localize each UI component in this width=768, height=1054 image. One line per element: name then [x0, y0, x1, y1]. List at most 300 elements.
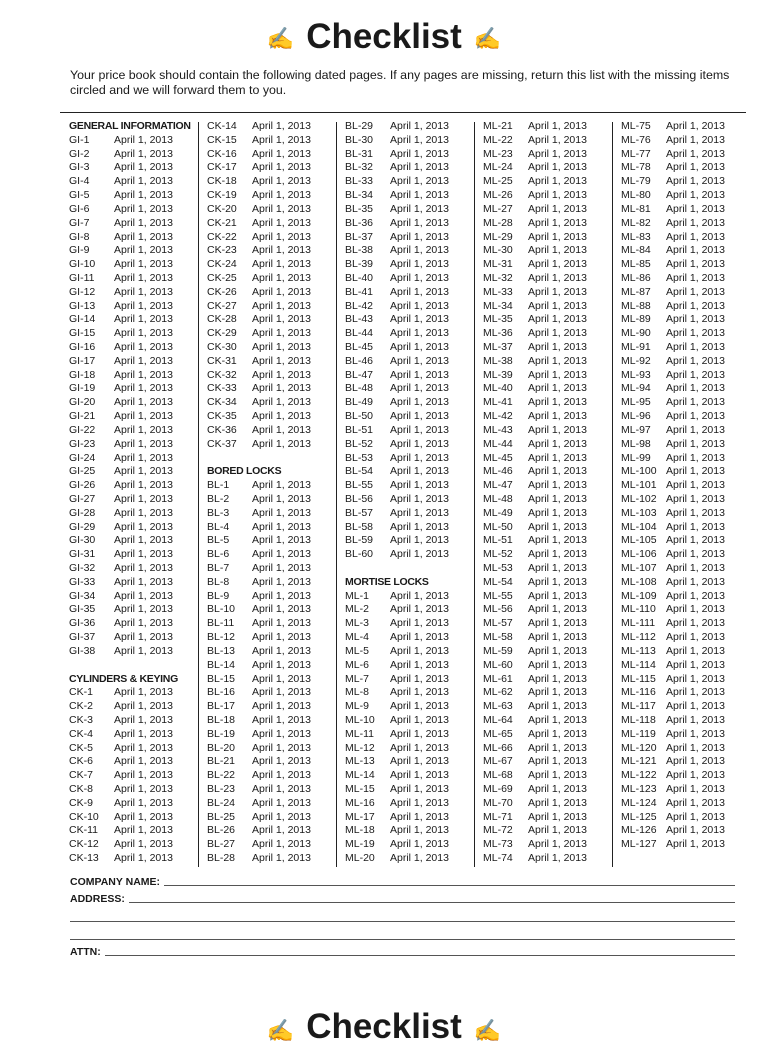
page-code: GI-17	[69, 354, 96, 367]
page-date: April 1, 2013	[390, 603, 449, 616]
checklist-item	[345, 714, 449, 728]
page-date: April 1, 2013	[390, 189, 449, 202]
page-code: GI-5	[69, 189, 90, 202]
page-date: April 1, 2013	[252, 700, 311, 713]
page-code: BL-49	[345, 396, 374, 409]
page-date: April 1, 2013	[114, 423, 173, 436]
page-date: April 1, 2013	[528, 617, 587, 630]
page-code: GI-34	[69, 589, 96, 602]
page-code: BL-24	[207, 796, 236, 809]
checklist-item	[69, 645, 191, 659]
page-date: April 1, 2013	[666, 423, 725, 436]
page-date: April 1, 2013	[390, 796, 449, 809]
page-code: ML-24	[483, 161, 513, 174]
page-code: ML-119	[621, 727, 656, 740]
page-date: April 1, 2013	[252, 161, 311, 174]
checklist-item	[621, 217, 725, 231]
page-date: April 1, 2013	[390, 423, 449, 436]
checklist-item	[621, 258, 725, 272]
checklist-item	[207, 286, 311, 300]
page-code: ML-38	[483, 354, 513, 367]
page-date: April 1, 2013	[666, 727, 725, 740]
checklist-item	[483, 645, 587, 659]
checklist-item	[345, 438, 449, 452]
checklist-item	[621, 341, 725, 355]
checklist-item	[207, 686, 311, 700]
page-code: GI-11	[69, 271, 95, 284]
checklist-item	[345, 410, 449, 424]
checklist-item	[483, 852, 587, 866]
page-code: CK-13	[69, 852, 99, 865]
page-date: April 1, 2013	[528, 451, 587, 464]
page-code: ML-118	[621, 713, 656, 726]
page-code: ML-89	[621, 313, 651, 326]
page-date: April 1, 2013	[666, 189, 725, 202]
page-date: April 1, 2013	[528, 852, 587, 865]
checklist-item	[69, 410, 191, 424]
page-date: April 1, 2013	[528, 423, 587, 436]
page-date: April 1, 2013	[114, 465, 173, 478]
page-date: April 1, 2013	[528, 271, 587, 284]
page-date: April 1, 2013	[390, 285, 449, 298]
page-code: GI-26	[69, 479, 96, 492]
page-code: CK-21	[207, 216, 237, 229]
checklist-item	[483, 120, 587, 134]
page-date: April 1, 2013	[114, 700, 173, 713]
page-date: April 1, 2013	[666, 810, 725, 823]
page-code: GI-3	[69, 161, 90, 174]
checklist-item	[621, 327, 725, 341]
page-code: ML-21	[483, 120, 513, 132]
checklist-item	[345, 465, 449, 479]
checklist-item	[207, 797, 311, 811]
checklist-item	[69, 852, 191, 866]
page-date: April 1, 2013	[252, 285, 311, 298]
page-code: ML-123	[621, 783, 657, 795]
page-date: April 1, 2013	[666, 437, 725, 450]
page-date: April 1, 2013	[114, 617, 173, 630]
page-code: BL-33	[345, 175, 374, 188]
page-code: GI-27	[69, 492, 96, 505]
page-date: April 1, 2013	[390, 741, 449, 754]
page-date: April 1, 2013	[390, 161, 449, 174]
page-date: April 1, 2013	[528, 313, 587, 326]
page-date: April 1, 2013	[252, 796, 311, 809]
checklist-item	[621, 631, 725, 645]
checklist-item	[207, 396, 311, 410]
page-date: April 1, 2013	[114, 396, 173, 409]
section-spacer	[69, 659, 191, 673]
checklist-item	[621, 783, 725, 797]
page-date: April 1, 2013	[114, 631, 173, 644]
checklist-item	[345, 382, 449, 396]
page-date: April 1, 2013	[252, 327, 311, 340]
page-code: ML-18	[345, 824, 375, 837]
page-date: April 1, 2013	[114, 796, 173, 809]
checklist-item	[483, 755, 587, 769]
page-code: BL-17	[207, 700, 236, 713]
page-date: April 1, 2013	[666, 589, 725, 602]
page-date: April 1, 2013	[390, 175, 449, 188]
page-date: April 1, 2013	[390, 133, 449, 146]
attn-label: ATTN:	[70, 946, 101, 958]
page-code: ML-23	[483, 147, 513, 160]
page-date: April 1, 2013	[390, 713, 449, 726]
next-title-text: Checklist	[306, 1007, 462, 1046]
checklist-item	[345, 313, 449, 327]
page-code: ML-8	[345, 686, 369, 699]
checklist-item	[483, 465, 587, 479]
page-date: April 1, 2013	[114, 603, 173, 616]
checklist-item	[345, 673, 449, 687]
page-code: BL-29	[345, 120, 374, 132]
page-code: ML-84	[621, 244, 651, 257]
column-divider	[198, 122, 199, 867]
checklist-item	[69, 382, 191, 396]
page-code: BL-15	[207, 672, 236, 685]
page-date: April 1, 2013	[390, 271, 449, 284]
checklist-item	[621, 424, 725, 438]
checklist-item	[621, 161, 725, 175]
page-date: April 1, 2013	[528, 368, 587, 381]
checklist-item	[207, 410, 311, 424]
checklist-item	[483, 576, 587, 590]
checklist-item	[483, 838, 587, 852]
checklist-item	[483, 824, 587, 838]
checklist-item	[483, 590, 587, 604]
page-date: April 1, 2013	[114, 313, 173, 326]
checklist-item	[69, 811, 191, 825]
page-code: ML-46	[483, 465, 513, 478]
page-date: April 1, 2013	[666, 396, 725, 409]
checklist-column-4	[483, 120, 587, 866]
page-date: April 1, 2013	[114, 589, 173, 602]
checklist-item	[345, 272, 449, 286]
checklist-item	[69, 341, 191, 355]
page-code: CK-16	[207, 147, 237, 160]
checklist-item	[345, 452, 449, 466]
page-date: April 1, 2013	[528, 644, 587, 657]
page-date: April 1, 2013	[252, 492, 311, 505]
checklist-item	[69, 272, 191, 286]
page-code: ML-7	[345, 672, 369, 685]
checklist-item	[207, 424, 311, 438]
checklist-item	[345, 548, 449, 562]
checklist-item	[207, 341, 311, 355]
checklist-column-5	[621, 120, 725, 852]
page-date: April 1, 2013	[114, 175, 173, 188]
page-code: GI-13	[69, 299, 96, 312]
page-code: BL-25	[207, 810, 236, 823]
page-date: April 1, 2013	[390, 548, 449, 561]
checklist-item	[483, 161, 587, 175]
page-code: ML-36	[483, 327, 513, 340]
attn-line[interactable]	[105, 954, 735, 956]
page-date: April 1, 2013	[252, 313, 311, 326]
page-date: April 1, 2013	[666, 341, 725, 353]
page-code: CK-1	[69, 686, 93, 699]
checklist-item	[69, 521, 191, 535]
page-code: GI-30	[69, 534, 96, 547]
page-date: April 1, 2013	[528, 244, 587, 257]
page-code: ML-98	[621, 437, 651, 450]
page-date: April 1, 2013	[666, 465, 725, 478]
page-date: April 1, 2013	[252, 368, 311, 381]
checklist-item	[69, 728, 191, 742]
page-date: April 1, 2013	[114, 161, 173, 174]
checklist-item	[345, 659, 449, 673]
page-code: ML-55	[483, 589, 513, 602]
page-code: CK-14	[207, 120, 237, 132]
page-code: BL-50	[345, 410, 374, 423]
page-code: ML-75	[621, 120, 651, 132]
page-date: April 1, 2013	[252, 838, 311, 851]
page-code: ML-1	[345, 589, 369, 602]
company-name-label: COMPANY NAME:	[70, 876, 161, 888]
page-date: April 1, 2013	[114, 230, 173, 243]
checklist-item	[483, 134, 587, 148]
page-code: GI-23	[69, 437, 96, 450]
checklist-item	[483, 728, 587, 742]
page-code: BL-21	[207, 755, 236, 768]
page-date: April 1, 2013	[390, 202, 449, 215]
page-code: BL-48	[345, 382, 374, 395]
page-date: April 1, 2013	[528, 631, 587, 644]
next-page-title	[0, 1004, 768, 1054]
checklist-item	[621, 203, 725, 217]
checklist-column-1	[69, 120, 191, 866]
page-code: ML-116	[621, 686, 656, 699]
page-code: ML-85	[621, 258, 651, 271]
checklist-item	[207, 134, 311, 148]
checklist-item	[69, 396, 191, 410]
page-code: BL-3	[207, 506, 230, 519]
page-date: April 1, 2013	[666, 120, 725, 132]
page-code: GI-16	[69, 341, 96, 353]
page-code: ML-81	[621, 202, 651, 215]
page-code: GI-32	[69, 562, 96, 574]
page-date: April 1, 2013	[666, 479, 725, 492]
checklist-item	[207, 244, 311, 258]
page-date: April 1, 2013	[390, 644, 449, 657]
page-date: April 1, 2013	[114, 824, 173, 837]
page-code: BL-7	[207, 562, 230, 574]
checklist-item	[69, 783, 191, 797]
page-code: BL-30	[345, 133, 374, 146]
page-code: ML-121	[621, 755, 657, 768]
checklist-item	[207, 507, 311, 521]
page-code: GI-7	[69, 216, 90, 229]
checklist-item	[483, 244, 587, 258]
page-date: April 1, 2013	[114, 437, 173, 450]
page-date: April 1, 2013	[528, 479, 587, 492]
checklist-item	[483, 714, 587, 728]
page-date: April 1, 2013	[666, 382, 725, 395]
checklist-item	[621, 300, 725, 314]
checklist-item	[207, 700, 311, 714]
page-code: CK-7	[69, 769, 93, 782]
section-heading: GENERAL INFORMATION	[69, 120, 191, 132]
page-code: GI-29	[69, 520, 96, 533]
page-date: April 1, 2013	[528, 327, 587, 340]
checklist-item	[69, 189, 191, 203]
page-date: April 1, 2013	[252, 299, 311, 312]
page-code: ML-111	[621, 617, 656, 630]
page-date: April 1, 2013	[252, 244, 311, 257]
company-name-line[interactable]	[164, 884, 735, 886]
page-date: April 1, 2013	[666, 575, 725, 588]
checklist-item	[345, 355, 449, 369]
checklist-item	[621, 742, 725, 756]
page-date: April 1, 2013	[114, 327, 173, 340]
checklist-item	[69, 686, 191, 700]
page-date: April 1, 2013	[390, 617, 449, 630]
checklist-column-2	[207, 120, 311, 866]
checklist-item	[483, 700, 587, 714]
writing-hand-icon: ✍	[473, 1018, 502, 1043]
checklist-item	[621, 382, 725, 396]
page-code: GI-15	[69, 327, 96, 340]
checklist-item	[69, 576, 191, 590]
checklist-item	[345, 507, 449, 521]
checklist-item	[621, 231, 725, 245]
checklist-item	[345, 700, 449, 714]
checklist-item	[621, 769, 725, 783]
page-code: GI-14	[69, 313, 96, 326]
page-date: April 1, 2013	[252, 506, 311, 519]
column-divider	[474, 122, 475, 867]
page-code: CK-30	[207, 341, 237, 353]
checklist-item	[621, 824, 725, 838]
company-name-field[interactable]	[70, 876, 735, 888]
page-date: April 1, 2013	[252, 382, 311, 395]
page-date: April 1, 2013	[528, 769, 587, 782]
page-date: April 1, 2013	[528, 783, 587, 795]
page-title	[0, 14, 768, 62]
page-date: April 1, 2013	[114, 810, 173, 823]
checklist-item	[207, 161, 311, 175]
page-date: April 1, 2013	[528, 216, 587, 229]
page-date: April 1, 2013	[528, 175, 587, 188]
address-field[interactable]	[70, 893, 735, 905]
page-date: April 1, 2013	[252, 534, 311, 547]
page-code: ML-77	[621, 147, 651, 160]
page-date: April 1, 2013	[666, 631, 725, 644]
page-code: ML-95	[621, 396, 651, 409]
page-date: April 1, 2013	[666, 755, 725, 768]
page-code: ML-67	[483, 755, 513, 768]
checklist-item	[345, 217, 449, 231]
checklist-item	[345, 258, 449, 272]
page-code: ML-42	[483, 410, 513, 423]
page-code: BL-22	[207, 769, 236, 782]
checklist-item	[621, 673, 725, 687]
page-code: CK-5	[69, 741, 93, 754]
page-code: CK-19	[207, 189, 237, 202]
page-code: ML-99	[621, 451, 651, 464]
page-code: GI-1	[69, 133, 90, 146]
page-code: ML-101	[621, 479, 657, 492]
page-date: April 1, 2013	[114, 410, 173, 423]
address-line-2[interactable]	[70, 921, 735, 922]
checklist-item	[483, 521, 587, 535]
page-code: ML-14	[345, 769, 375, 782]
page-code: BL-26	[207, 824, 236, 837]
page-date: April 1, 2013	[528, 492, 587, 505]
page-code: BL-35	[345, 202, 374, 215]
page-date: April 1, 2013	[528, 838, 587, 851]
page-date: April 1, 2013	[666, 838, 725, 851]
checklist-item	[69, 742, 191, 756]
page-date: April 1, 2013	[528, 341, 587, 353]
checklist-item	[207, 659, 311, 673]
page-code: ML-70	[483, 796, 513, 809]
page-code: BL-13	[207, 644, 236, 657]
checklist-item	[483, 424, 587, 438]
page-code: CK-8	[69, 783, 93, 795]
page-date: April 1, 2013	[666, 796, 725, 809]
checklist-item	[483, 231, 587, 245]
checklist-item	[345, 369, 449, 383]
page-code: ML-65	[483, 727, 513, 740]
page-date: April 1, 2013	[390, 506, 449, 519]
page-code: GI-37	[69, 631, 96, 644]
page-code: CK-3	[69, 713, 93, 726]
checklist-item	[69, 286, 191, 300]
checklist-item	[621, 272, 725, 286]
page-date: April 1, 2013	[666, 769, 725, 782]
page-code: ML-60	[483, 658, 513, 671]
checklist-item	[69, 534, 191, 548]
page-code: ML-15	[345, 783, 375, 795]
page-date: April 1, 2013	[252, 575, 311, 588]
page-date: April 1, 2013	[114, 382, 173, 395]
checklist-item	[483, 148, 587, 162]
page-code: BL-18	[207, 713, 236, 726]
checklist-item	[621, 396, 725, 410]
checklist-item	[69, 231, 191, 245]
checklist-item	[483, 686, 587, 700]
address-line-3[interactable]	[70, 939, 735, 940]
checklist-item	[207, 742, 311, 756]
page-code: ML-80	[621, 189, 651, 202]
checklist-column-3	[345, 120, 449, 866]
page-date: April 1, 2013	[528, 575, 587, 588]
page-code: ML-61	[483, 672, 513, 685]
section-heading: MORTISE LOCKS	[345, 575, 429, 588]
page-code: ML-69	[483, 783, 513, 795]
page-date: April 1, 2013	[390, 437, 449, 450]
page-code: CK-17	[207, 161, 237, 174]
attn-field[interactable]	[70, 946, 735, 958]
page-date: April 1, 2013	[252, 341, 311, 353]
checklist-item	[207, 479, 311, 493]
checklist-item	[483, 258, 587, 272]
checklist-item	[621, 134, 725, 148]
checklist-item	[69, 562, 191, 576]
checklist-item	[621, 465, 725, 479]
address-line[interactable]	[129, 901, 735, 903]
page-date: April 1, 2013	[666, 230, 725, 243]
page-date: April 1, 2013	[252, 175, 311, 188]
checklist-item	[345, 783, 449, 797]
checklist-item	[345, 645, 449, 659]
checklist-item	[207, 617, 311, 631]
page-date: April 1, 2013	[528, 161, 587, 174]
page-date: April 1, 2013	[666, 520, 725, 533]
page-code: ML-115	[621, 672, 656, 685]
header-divider	[60, 112, 746, 113]
